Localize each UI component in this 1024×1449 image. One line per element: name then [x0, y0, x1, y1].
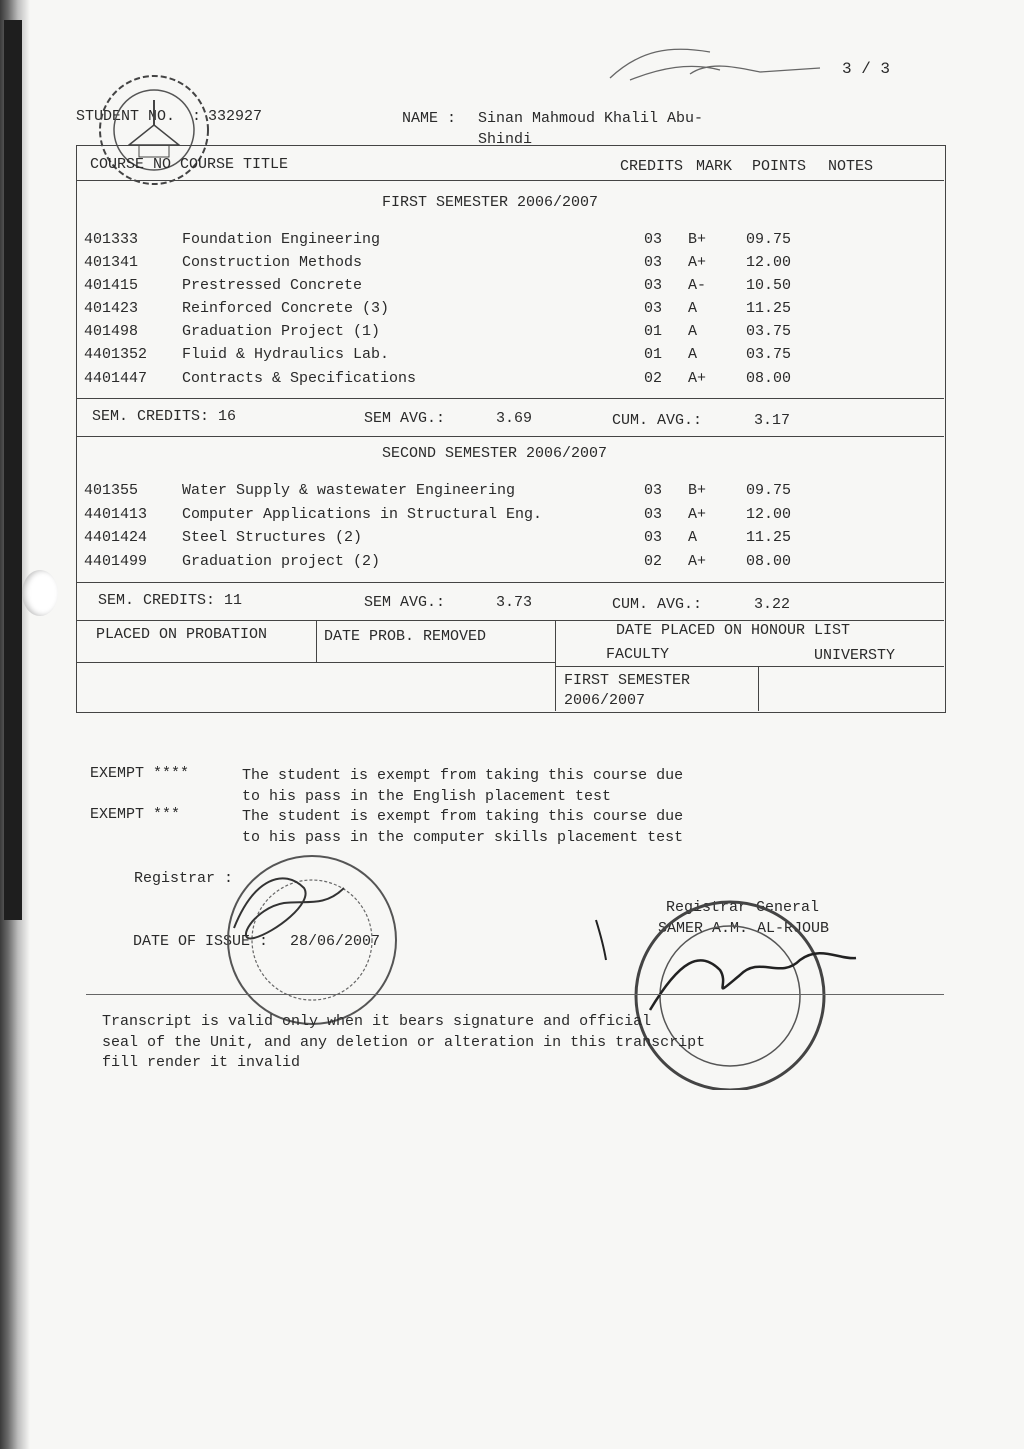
course-credits: 03: [644, 254, 663, 271]
course-row: [0, 254, 1024, 276]
exempt-line: to his pass in the computer skills placement test: [242, 829, 684, 846]
university-seal-icon: [630, 900, 858, 1090]
course-mark: A+: [688, 506, 707, 523]
course-credits: 03: [644, 231, 663, 248]
course-title: Steel Structures (2): [182, 529, 363, 546]
col-credits: CREDITS: [620, 158, 684, 175]
scan-black-bar: [4, 20, 22, 920]
course-row: [0, 300, 1024, 322]
course-points: 03.75: [746, 346, 792, 363]
course-code: 401423: [84, 300, 139, 317]
course-points: 11.25: [746, 529, 792, 546]
honour-entry-line2: 2006/2007: [564, 692, 646, 709]
sem-credits: SEM. CREDITS: 16: [92, 408, 237, 425]
top-signature-icon: [600, 40, 830, 90]
registrar-label: Registrar :: [134, 870, 234, 887]
course-mark: A: [688, 323, 698, 340]
course-title: Prestressed Concrete: [182, 277, 363, 294]
course-points: 12.00: [746, 254, 792, 271]
course-code: 401355: [84, 482, 139, 499]
student-no-label: STUDENT NO.: [76, 108, 176, 125]
divider: [76, 582, 944, 583]
course-row: [0, 482, 1024, 504]
divider: [758, 666, 759, 711]
course-row: [0, 370, 1024, 392]
course-credits: 01: [644, 323, 663, 340]
course-title: Foundation Engineering: [182, 231, 381, 248]
course-credits: 02: [644, 370, 663, 387]
student-name-line2: Shindi: [478, 131, 533, 148]
course-credits: 03: [644, 529, 663, 546]
divider: [76, 436, 944, 437]
page-number: 3 / 3: [842, 60, 891, 78]
date-of-issue-value: 28/06/2007: [290, 933, 381, 950]
registrar-general-label: Registrar General: [666, 899, 820, 916]
divider: [76, 662, 555, 663]
course-credits: 03: [644, 482, 663, 499]
course-title: Contracts & Specifications: [182, 370, 417, 387]
course-code: 401341: [84, 254, 139, 271]
name-label: NAME :: [402, 110, 457, 127]
course-points: 08.00: [746, 553, 792, 570]
cum-avg-label: CUM. AVG.:: [612, 596, 703, 613]
course-points: 12.00: [746, 506, 792, 523]
course-credits: 03: [644, 506, 663, 523]
course-code: 401415: [84, 277, 139, 294]
punch-hole: [22, 570, 58, 616]
footer-note-line: fill render it invalid: [102, 1054, 301, 1071]
sem-credits: SEM. CREDITS: 11: [98, 592, 243, 609]
course-code: 4401413: [84, 506, 148, 523]
course-points: 03.75: [746, 323, 792, 340]
date-prob-removed: DATE PROB. REMOVED: [324, 628, 487, 645]
footer-note-line: Transcript is valid only when it bears signature and official: [102, 1013, 652, 1030]
course-points: 11.25: [746, 300, 792, 317]
course-code: 401333: [84, 231, 139, 248]
date-of-issue-label: DATE OF ISSUE :: [133, 933, 269, 950]
semester-title: SECOND SEMESTER 2006/2007: [382, 445, 608, 462]
cum-avg-value: 3.22: [754, 596, 791, 613]
course-points: 09.75: [746, 231, 792, 248]
divider: [76, 398, 944, 399]
course-code: 4401352: [84, 346, 148, 363]
exempt-line: to his pass in the English placement test: [242, 788, 612, 805]
course-row: [0, 323, 1024, 345]
semester-title: FIRST SEMESTER 2006/2007: [382, 194, 599, 211]
col-course-no: COURSE NO: [90, 156, 172, 173]
course-title: Computer Applications in Structural Eng.: [182, 506, 543, 523]
pen-mark-icon: [592, 918, 612, 962]
course-row: [0, 277, 1024, 299]
exempt-line: The student is exempt from taking this course due: [242, 767, 684, 784]
col-points: POINTS: [752, 158, 807, 175]
divider: [86, 994, 944, 995]
course-code: 4401499: [84, 553, 148, 570]
registrar-general-name: SAMER A.M. AL-RJOUB: [658, 920, 830, 937]
course-points: 08.00: [746, 370, 792, 387]
course-mark: A+: [688, 370, 707, 387]
course-mark: B+: [688, 482, 707, 499]
course-points: 09.75: [746, 482, 792, 499]
honour-list-header: DATE PLACED ON HONOUR LIST: [616, 622, 851, 639]
exempt-label: EXEMPT ***: [90, 806, 181, 823]
student-no-value: 332927: [208, 108, 263, 125]
student-no-sep: :: [192, 108, 202, 125]
sem-avg-value: 3.73: [496, 594, 533, 611]
course-credits: 03: [644, 300, 663, 317]
course-row: [0, 231, 1024, 253]
footer-note-line: seal of the Unit, and any deletion or alteration in this transcript: [102, 1034, 706, 1051]
divider: [316, 620, 317, 662]
course-credits: 02: [644, 553, 663, 570]
sem-avg-label: SEM AVG.:: [364, 410, 446, 427]
course-mark: A: [688, 300, 698, 317]
cum-avg-value: 3.17: [754, 412, 791, 429]
course-points: 10.50: [746, 277, 792, 294]
course-credits: 03: [644, 277, 663, 294]
course-code: 4401447: [84, 370, 148, 387]
course-mark: A-: [688, 277, 707, 294]
divider: [76, 180, 944, 181]
course-code: 4401424: [84, 529, 148, 546]
course-row: [0, 506, 1024, 528]
col-mark: MARK: [696, 158, 733, 175]
course-row: [0, 553, 1024, 575]
course-mark: B+: [688, 231, 707, 248]
cum-avg-label: CUM. AVG.:: [612, 412, 703, 429]
col-course-title: COURSE TITLE: [180, 156, 289, 173]
honour-entry-line1: FIRST SEMESTER: [564, 672, 691, 689]
honour-faculty: FACULTY: [606, 646, 670, 663]
course-title: Graduation Project (1): [182, 323, 381, 340]
course-title: Fluid & Hydraulics Lab.: [182, 346, 390, 363]
course-credits: 01: [644, 346, 663, 363]
exempt-label: EXEMPT ****: [90, 765, 190, 782]
course-title: Water Supply & wastewater Engineering: [182, 482, 516, 499]
course-mark: A: [688, 346, 698, 363]
course-title: Graduation project (2): [182, 553, 381, 570]
divider: [76, 620, 944, 621]
course-title: Reinforced Concrete (3): [182, 300, 390, 317]
student-name-line1: Sinan Mahmoud Khalil Abu-: [478, 110, 704, 127]
sem-avg-value: 3.69: [496, 410, 533, 427]
registration-seal-icon: [214, 848, 410, 1028]
sem-avg-label: SEM AVG.:: [364, 594, 446, 611]
divider: [555, 666, 944, 667]
course-mark: A+: [688, 254, 707, 271]
course-row: [0, 529, 1024, 551]
course-title: Construction Methods: [182, 254, 363, 271]
honour-university: UNIVERSTY: [814, 647, 896, 664]
course-mark: A+: [688, 553, 707, 570]
course-row: [0, 346, 1024, 368]
course-code: 401498: [84, 323, 139, 340]
placed-on-probation: PLACED ON PROBATION: [96, 626, 268, 643]
exempt-line: The student is exempt from taking this course due: [242, 808, 684, 825]
course-mark: A: [688, 529, 698, 546]
col-notes: NOTES: [828, 158, 874, 175]
